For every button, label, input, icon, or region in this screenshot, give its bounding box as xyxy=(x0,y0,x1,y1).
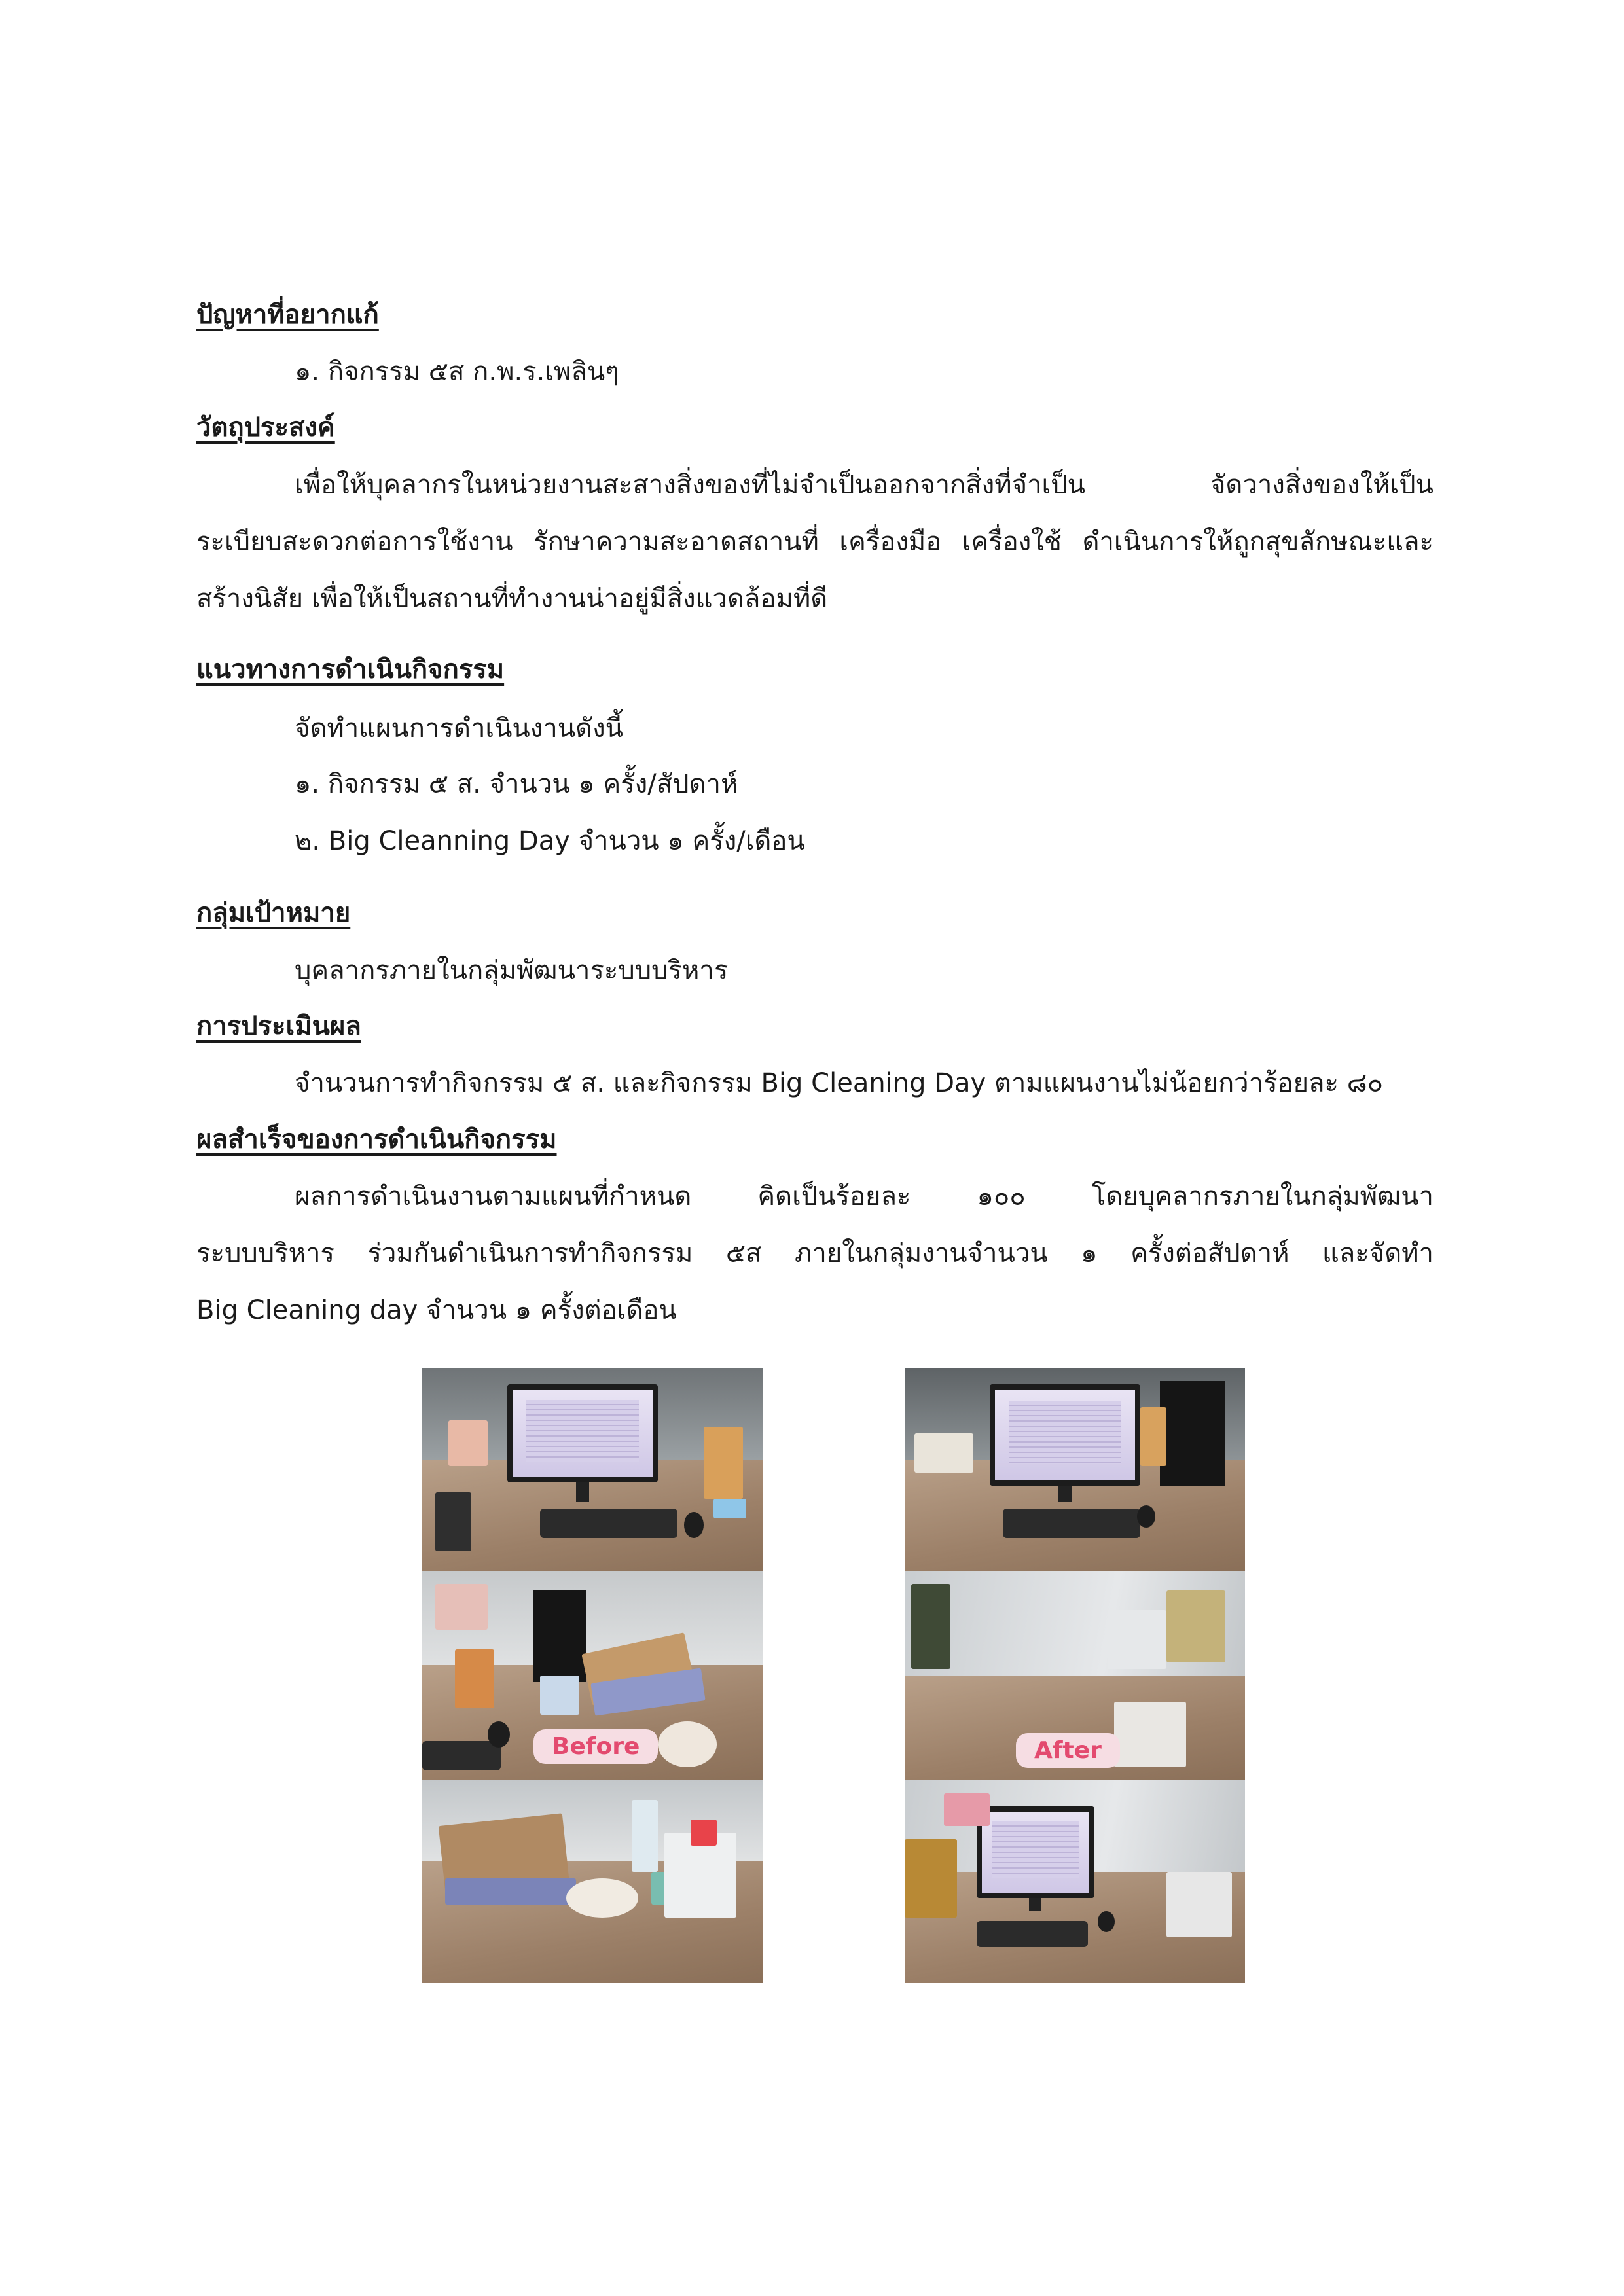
before-photo-3 xyxy=(422,1780,763,1983)
problem-heading: ปัญหาที่อยากแก้ xyxy=(196,300,379,330)
target-heading: กลุ่มเป้าหมาย xyxy=(196,898,351,928)
before-photo-2 xyxy=(422,1571,763,1780)
evaluation-heading: การประเมินผล xyxy=(196,1011,361,1041)
approach-item-2: ๒. Big Cleanning Day จำนวน ๑ ครั้ง/เดือน xyxy=(295,826,805,856)
evaluation-text: จำนวนการทำกิจกรรม ๕ ส. และกิจกรรม Big Cleaning Day ตามแผนงานไม่น้อยกว่าร้อยละ ๘๐ xyxy=(295,1068,1384,1098)
after-photo-collage xyxy=(905,1368,1245,1983)
approach-intro: จัดทำแผนการดำเนินงานดังนี้ xyxy=(295,713,623,744)
after-photo-3 xyxy=(905,1780,1245,1983)
after-label: After xyxy=(1016,1733,1120,1768)
result-heading: ผลสำเร็จของการดำเนินกิจกรรม xyxy=(196,1124,557,1155)
problem-item: ๑. กิจกรรม ๕ส ก.พ.ร.เพลินๆ xyxy=(295,357,619,387)
objective-line-1: เพื่อให้บุคลากรในหน่วยงานสะสางสิ่งของที่ไม่จำเป็นออกจากสิ่งที่จำเป็น จัดวางสิ่งของให้เป็น xyxy=(295,470,1434,500)
result-line-2: ระบบบริหาร ร่วมกันดำเนินการทำกิจกรรม ๕ส ภายในกลุ่มงานจำนวน ๑ ครั้งต่อสัปดาห์ และจัดทำ xyxy=(196,1238,1434,1268)
result-line-1: ผลการดำเนินงานตามแผนที่กำหนด คิดเป็นร้อยละ ๑๐๐ โดยบุคลากรภายในกลุ่มพัฒนา xyxy=(295,1181,1434,1211)
result-line-3: Big Cleaning day จำนวน ๑ ครั้งต่อเดือน xyxy=(196,1295,677,1325)
target-text: บุคลากรภายในกลุ่มพัฒนาระบบบริหาร xyxy=(295,956,729,986)
objective-line-2: ระเบียบสะดวกต่อการใช้งาน รักษาความสะอาดสถานที่ เครื่องมือ เครื่องใช้ ดำเนินการให้ถูกสุขลักษณะและ xyxy=(196,527,1434,557)
before-photo-1 xyxy=(422,1368,763,1571)
after-photo-1 xyxy=(905,1368,1245,1571)
objective-heading: วัตถุประสงค์ xyxy=(196,412,335,442)
objective-line-3: สร้างนิสัย เพื่อให้เป็นสถานที่ทำงานน่าอยู่มีสิ่งแวดล้อมที่ดี xyxy=(196,584,828,614)
before-photo-collage xyxy=(422,1368,763,1983)
after-photo-2 xyxy=(905,1571,1245,1780)
approach-item-1: ๑. กิจกรรม ๕ ส. จำนวน ๑ ครั้ง/สัปดาห์ xyxy=(295,769,738,799)
approach-heading: แนวทางการดำเนินกิจกรรม xyxy=(196,655,505,685)
before-label: Before xyxy=(533,1729,658,1764)
